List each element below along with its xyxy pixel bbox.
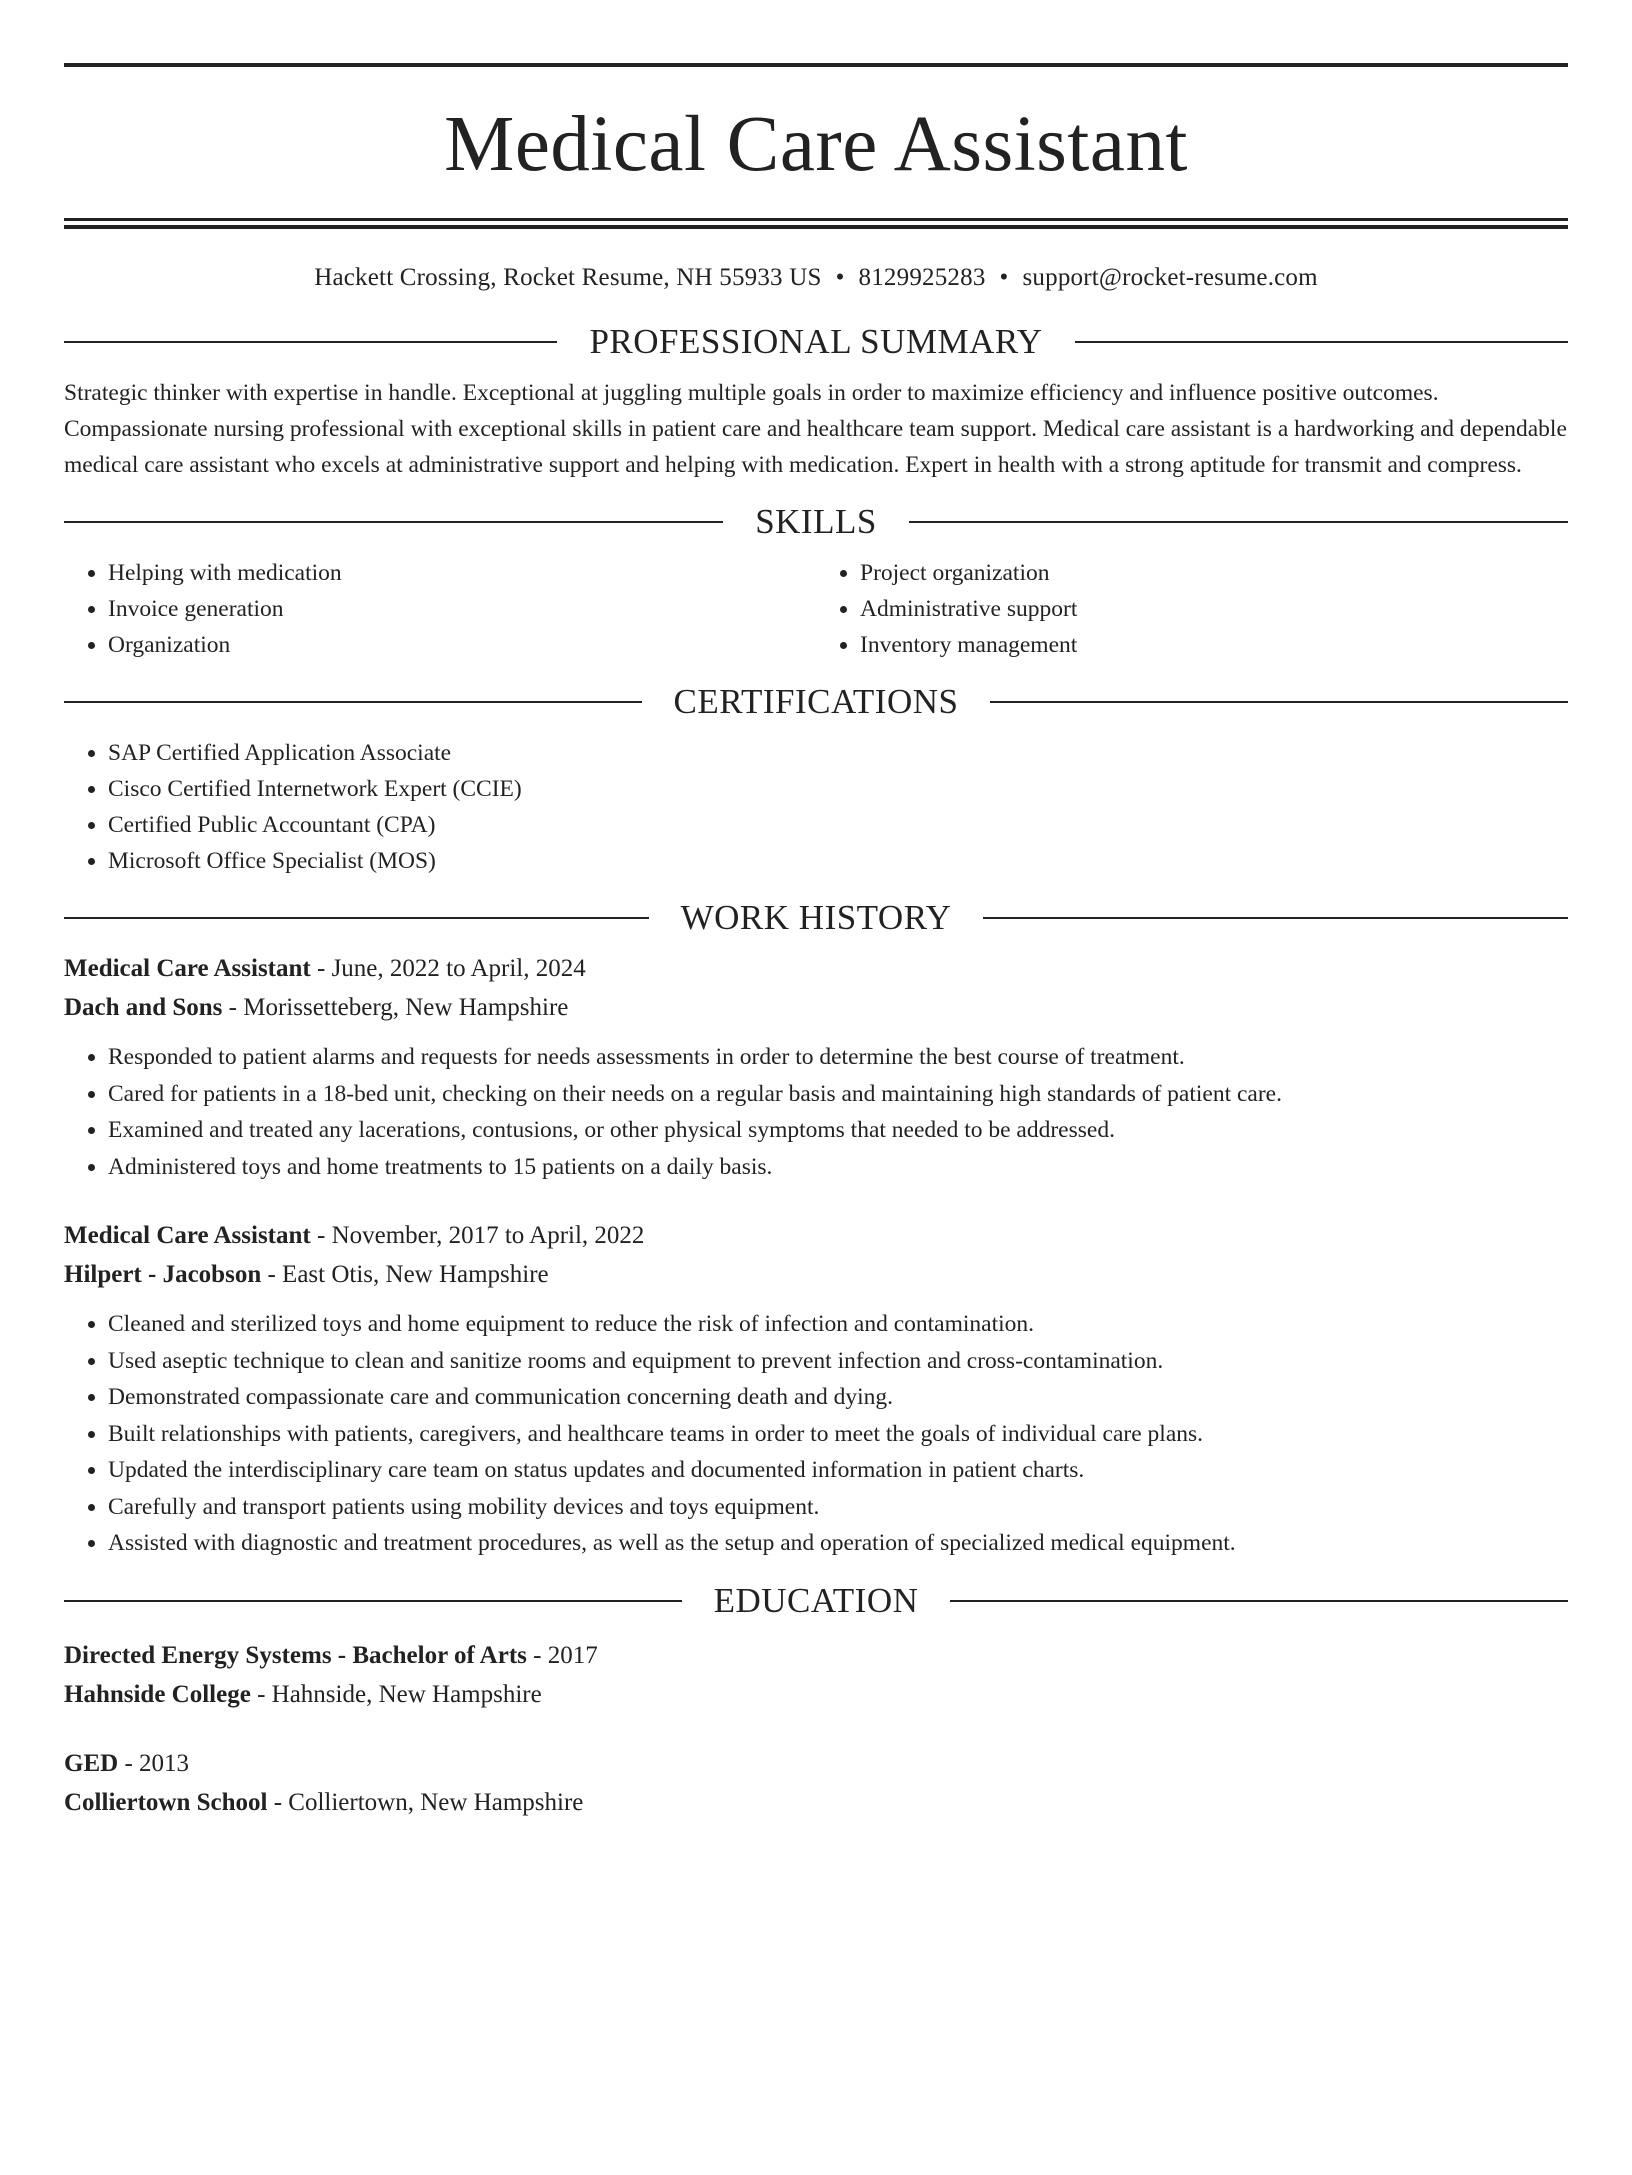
- section-heading-label: WORK HISTORY: [680, 898, 952, 937]
- list-item: • Invoice generation: [108, 591, 816, 627]
- section-heading-education: [64, 1581, 1568, 1621]
- job-title: Medical Care Assistant: [64, 955, 311, 982]
- list-item: • Assisted with diagnostic and treatment procedures, as well as the setup and operation of specialized medical equipment.: [108, 1525, 1568, 1562]
- summary-text: Strategic thinker with expertise in handle. Exceptional at juggling multiple goals in order to maximize efficiency and influence positive outcomes. Compassionate nursing professional with exceptional skills in patient care and healthcare team support. Medical care assistant is a hardworking and dependable medical care assistant who excels at administrative support and helping with medication. Expert in health with a strong aptitude for transmit and compress.: [64, 380, 1567, 478]
- job-company: Dach and Sons: [64, 994, 223, 1021]
- education-degree-line: [64, 1744, 1568, 1783]
- education-location: - Hahnside, New Hampshire: [250, 1680, 542, 1708]
- job-entry: [64, 949, 1568, 1185]
- section-heading-label: SKILLS: [755, 502, 877, 541]
- list-item: • Cared for patients in a 18-bed unit, checking on their needs on a regular basis and maintaining high standards of patient care.: [108, 1076, 1568, 1113]
- section-heading-label: PROFESSIONAL SUMMARY: [589, 322, 1043, 361]
- certifications-list: [64, 735, 1568, 879]
- list-item: • Carefully and transport patients using mobility devices and toys equipment.: [108, 1489, 1568, 1526]
- list-item: • Microsoft Office Specialist (MOS): [108, 843, 1568, 879]
- list-item: • Organization: [108, 627, 816, 663]
- job-bullets: [64, 1306, 1568, 1562]
- education-entry: [64, 1744, 1568, 1822]
- job-company-line: [64, 1255, 1568, 1294]
- header-double-rule: [64, 218, 1568, 229]
- resume-page: [0, 63, 1632, 2175]
- contact-email: support@rocket-resume.com: [1022, 264, 1318, 291]
- job-entry: [64, 1216, 1568, 1562]
- list-item: • Certified Public Accountant (CPA): [108, 807, 1568, 843]
- list-item: • Updated the interdisciplinary care team on status updates and documented information in patient charts.: [108, 1452, 1568, 1489]
- contact-separator: •: [999, 264, 1009, 291]
- education-school-line: [64, 1783, 1568, 1822]
- education-year: - 2013: [118, 1749, 190, 1777]
- list-item: • Helping with medication: [108, 555, 816, 591]
- resume-name: Medical Care Assistant: [444, 101, 1188, 188]
- section-heading-summary: [64, 322, 1568, 362]
- header-top-rule: [64, 63, 1568, 67]
- list-item: • Inventory management: [860, 627, 1568, 663]
- job-title: Medical Care Assistant: [64, 1222, 311, 1249]
- list-item: • Cisco Certified Internetwork Expert (CCIE): [108, 771, 1568, 807]
- skills-column-right: [816, 555, 1568, 663]
- section-heading-label: CERTIFICATIONS: [673, 682, 959, 721]
- education-degree-line: [64, 1636, 1568, 1675]
- section-heading-label: EDUCATION: [713, 1580, 919, 1620]
- list-item: • Administered toys and home treatments to 15 patients on a daily basis.: [108, 1149, 1568, 1186]
- list-item: • Demonstrated compassionate care and communication concerning death and dying.: [108, 1379, 1568, 1416]
- list-item: • Cleaned and sterilized toys and home equipment to reduce the risk of infection and contamination.: [108, 1306, 1568, 1343]
- education-location: - Colliertown, New Hampshire: [267, 1788, 584, 1816]
- education-school-line: [64, 1675, 1568, 1714]
- contact-address: Hackett Crossing, Rocket Resume, NH 55933 US: [314, 264, 822, 291]
- skills-column-left: [64, 555, 816, 663]
- job-title-line: [64, 949, 1568, 988]
- job-bullets: [64, 1039, 1568, 1185]
- section-heading-certifications: [64, 682, 1568, 722]
- education-degree: Directed Energy Systems - Bachelor of Arts: [64, 1641, 527, 1669]
- section-heading-work-history: [64, 898, 1568, 938]
- skills-list: [64, 555, 1568, 663]
- list-item: • SAP Certified Application Associate: [108, 735, 1568, 771]
- contact-separator: •: [835, 264, 845, 291]
- job-company-line: [64, 988, 1568, 1027]
- education-school: Hahnside College: [64, 1680, 251, 1708]
- section-heading-skills: [64, 502, 1568, 542]
- contact-phone: 8129925283: [858, 264, 986, 291]
- job-title-line: [64, 1216, 1568, 1255]
- education-school: Colliertown School: [64, 1788, 268, 1816]
- job-location: - East Otis, New Hampshire: [261, 1261, 549, 1288]
- job-dates: - November, 2017 to April, 2022: [310, 1222, 645, 1249]
- job-location: - Morissetteberg, New Hampshire: [222, 994, 569, 1021]
- job-company: Hilpert - Jacobson: [64, 1261, 262, 1288]
- list-item: • Responded to patient alarms and requests for needs assessments in order to determine the best course of treatment.: [108, 1039, 1568, 1076]
- list-item: • Used aseptic technique to clean and sanitize rooms and equipment to prevent infection and cross-contamination.: [108, 1343, 1568, 1380]
- list-item: • Project organization: [860, 555, 1568, 591]
- list-item: • Built relationships with patients, caregivers, and healthcare teams in order to meet the goals of individual care plans.: [108, 1416, 1568, 1453]
- job-dates: - June, 2022 to April, 2024: [310, 955, 586, 982]
- education-year: - 2017: [526, 1641, 598, 1669]
- list-item: • Examined and treated any lacerations, contusions, or other physical symptoms that needed to be addressed.: [108, 1112, 1568, 1149]
- education-entry: [64, 1636, 1568, 1714]
- list-item: • Administrative support: [860, 591, 1568, 627]
- education-degree: GED: [64, 1749, 119, 1777]
- contact-line: [64, 264, 1568, 292]
